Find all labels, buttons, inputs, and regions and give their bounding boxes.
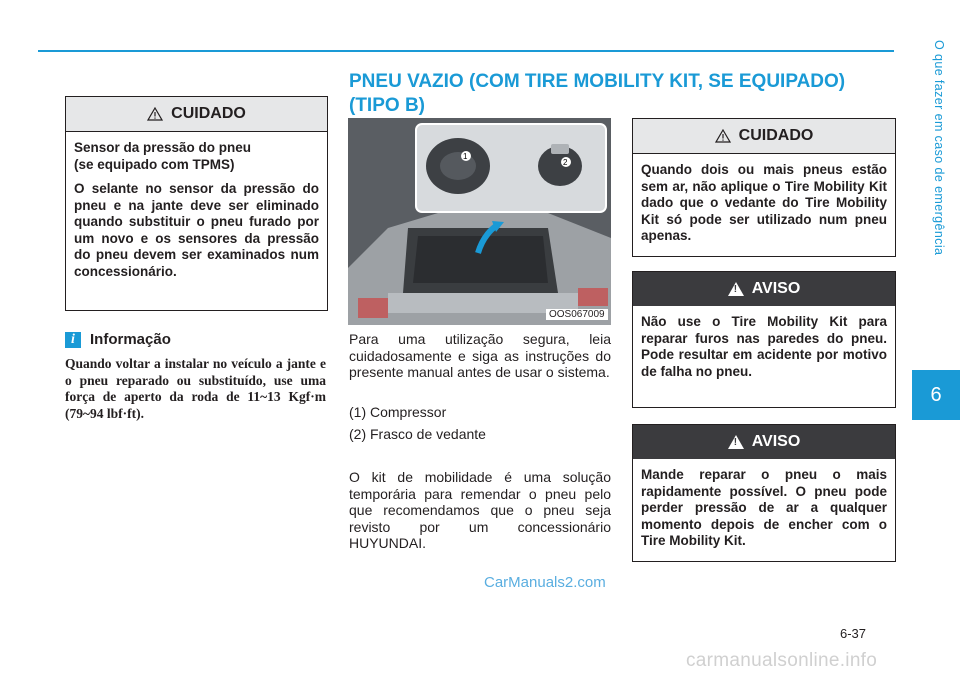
warning-heading: AVISO <box>751 433 801 450</box>
section-title-line2: (TIPO B) <box>349 95 425 116</box>
info-title: Informação <box>90 331 171 348</box>
page-number: 6-37 <box>839 626 866 641</box>
caution-triangle-icon <box>147 107 163 121</box>
info-text: Quando voltar a instalar no veículo a jante e o pneu reparado ou substituído, use uma força de aperto da roda de 11~13 Kgf·m (79~94 lbf·ft). <box>65 356 326 421</box>
caution-text: O selante no sensor da pressão do pneu e na jante deve ser eliminado quando substituir o pneu furado por um novo e os sensores da pressão do pneu devem ser examinados num concessionário. <box>74 181 319 279</box>
caution-box-right <box>632 118 896 257</box>
section-title-line1: PNEU VAZIO (COM TIRE MOBILITY KIT, SE EQUIPADO) <box>349 71 846 92</box>
item-compressor: (1) Compressor <box>349 404 447 420</box>
kit-text: O kit de mobilidade é uma solução temporária para remendar o pneu pelo que recomendamos que o pneu seja revisto por um concessionário HUYUNDAI. <box>349 469 611 551</box>
warning-header <box>633 272 895 306</box>
info-icon: i <box>65 332 81 348</box>
info-heading <box>65 331 171 348</box>
caution-box-left <box>65 96 328 311</box>
caution-heading: CUIDADO <box>738 127 814 144</box>
car-trunk-illustration <box>348 118 611 325</box>
callout-1: 1 <box>463 152 468 161</box>
header-rule <box>38 50 894 52</box>
warning-box-2 <box>632 424 896 562</box>
intro-text: Para uma utilização segura, leia cuidadosamente e siga as instruções do presente manual antes de usar o sistema. <box>349 331 611 380</box>
caution-heading: CUIDADO <box>171 105 246 122</box>
figure-code: OOS067009 <box>546 309 608 320</box>
caution-triangle-icon <box>715 129 731 143</box>
caution-header <box>66 97 327 132</box>
caution-subtitle: Sensor da pressão do pneu (se equipado com TPMS) <box>74 140 252 172</box>
callout-2: 2 <box>563 158 568 167</box>
caution-header <box>633 119 895 154</box>
warning-text: Mande reparar o pneu o mais rapidamente possível. O pneu pode perder pressão de ar a qualquer momento depois de encher com o Tire Mobility Kit. <box>641 467 887 548</box>
warning-header <box>633 425 895 459</box>
warning-triangle-icon <box>728 282 744 296</box>
item-sealant-bottle: (2) Frasco de vedante <box>349 426 486 442</box>
tire-mobility-kit-photo <box>348 118 611 325</box>
section-title <box>349 70 889 118</box>
watermark-bottom[interactable]: carmanualsonline.info <box>686 650 878 671</box>
chapter-tab[interactable]: 6 <box>912 370 960 420</box>
watermark-link[interactable]: CarManuals2.com <box>484 574 606 591</box>
chapter-side-label: O que fazer em caso de emergência <box>932 40 946 256</box>
warning-text: Não use o Tire Mobility Kit para reparar furos nas paredes do pneu. Pode resultar em acidente por motivo de falha no pneu. <box>641 314 887 379</box>
warning-box-1 <box>632 271 896 408</box>
warning-heading: AVISO <box>751 280 801 297</box>
warning-triangle-icon <box>728 435 744 449</box>
caution-text: Quando dois ou mais pneus estão sem ar, não aplique o Tire Mobility Kit dado que o vedante do Tire Mobility Kit só pode ser utilizado num pneu apenas. <box>641 162 887 243</box>
